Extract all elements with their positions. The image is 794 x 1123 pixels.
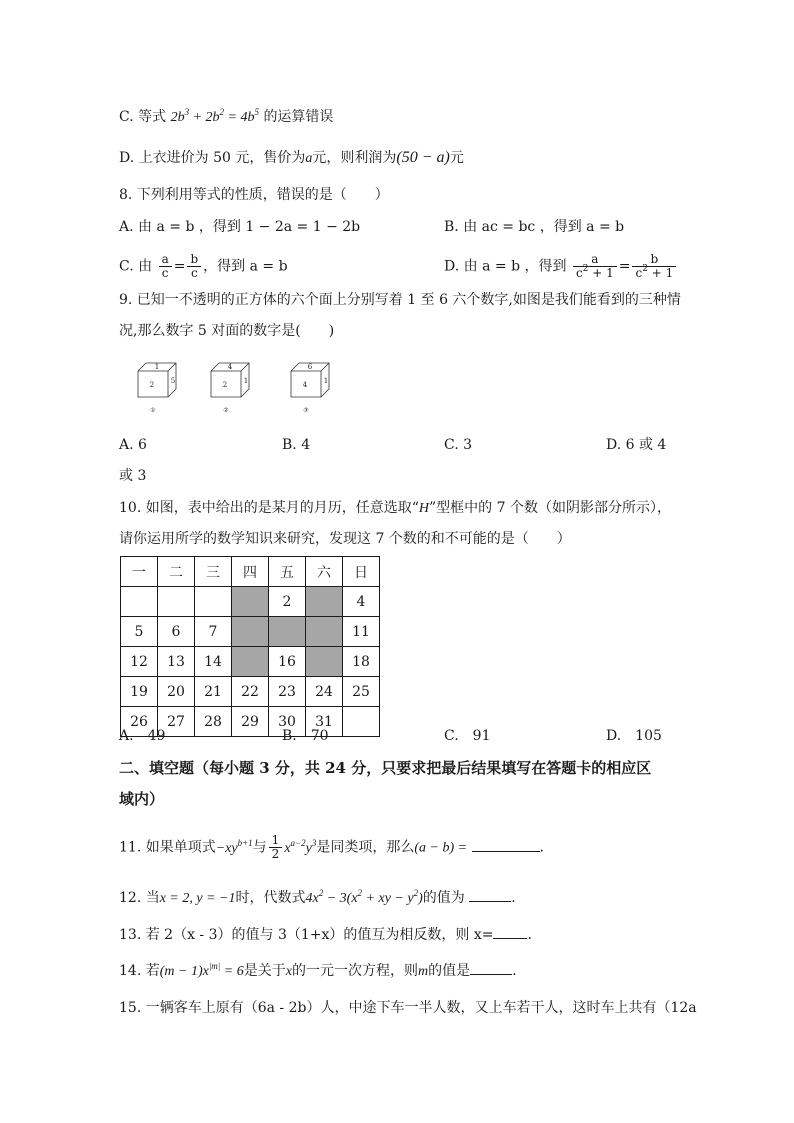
cube-2-caption: ② bbox=[223, 407, 229, 414]
q11-text: 与 bbox=[252, 839, 267, 856]
q8-option-c: C. 由 $\frac{a}{c}$ = $\frac{b}{c}$ ，得到 a = b bbox=[119, 252, 288, 280]
q10-stem-line1 bbox=[119, 498, 671, 519]
q10-option-c: C. 91 bbox=[444, 728, 491, 744]
option-label: C. bbox=[119, 109, 134, 125]
calendar-cell: 13 bbox=[158, 647, 195, 677]
math-expression: 1 − 2a = 1 − 2b bbox=[245, 219, 361, 235]
answer-blank[interactable] bbox=[472, 837, 540, 852]
calendar-cell bbox=[195, 587, 232, 617]
math-expression: $2b^3 + 2b^2 = 4b^5$ bbox=[170, 107, 259, 125]
calendar-row bbox=[121, 647, 380, 677]
option-label: D. bbox=[119, 150, 135, 166]
option-label: D. bbox=[444, 258, 460, 275]
fraction-b-over-c2plus1: $\frac{b}{c^2 + 1}$ bbox=[632, 253, 676, 280]
option-text: 等式 bbox=[138, 109, 167, 125]
calendar-cell: 6 bbox=[158, 617, 195, 647]
calendar-cell: 11 bbox=[343, 617, 380, 647]
math-monomial-2: $x^{a-2}y^3$ bbox=[284, 837, 317, 856]
calendar-cell-shaded bbox=[306, 617, 343, 647]
calendar-header-row bbox=[121, 557, 380, 587]
q9-stem-line1: 9. 已知一不透明的正方体的六个面上分别写着 1 至 6 六个数字,如图是我们能看到的三种情 bbox=[119, 292, 681, 308]
cube-3-caption: ③ bbox=[303, 407, 309, 414]
math-expression: $4x^2 - 3(x^2$ + xy − $y^2$) bbox=[305, 888, 423, 906]
calendar-cell: 16 bbox=[269, 647, 306, 677]
q10-text: 10. 如图，表中给出的是某月的月历，任意选取“ bbox=[119, 500, 419, 516]
calendar-cell: 28 bbox=[195, 707, 232, 737]
calendar-header: 五 bbox=[269, 557, 306, 587]
calendar-cell-shaded bbox=[306, 647, 343, 677]
q9-option-d-wrap: 或 3 bbox=[119, 468, 147, 484]
q13-text: 13. 若 2（x - 3）的值与 3（1+x）的值互为相反数，则 x= bbox=[119, 927, 494, 943]
q11 bbox=[119, 834, 544, 861]
fraction-one-half: $\frac{1}{2}$ bbox=[269, 834, 283, 861]
cube-2-front: 2 bbox=[222, 381, 228, 389]
q12: 12. 当x = 2, y = −1时，代数式$4x^2 - 3(x^2$ + xy − $y^2$)的值为 . bbox=[119, 888, 516, 906]
calendar-cell: 25 bbox=[343, 677, 380, 707]
option-text: ，得到 a = b bbox=[203, 258, 288, 275]
q13-text: . bbox=[527, 927, 532, 943]
q8-option-d: D. 由 a = b ，得到 $\frac{a}{c^2 + 1}$ = $\frac{b}{c^2 + 1}$ bbox=[444, 253, 678, 280]
q10-option-d: D. 105 bbox=[606, 728, 662, 744]
calendar-header: 三 bbox=[195, 557, 232, 587]
q9-option-b: B. 4 bbox=[282, 437, 311, 453]
cube-3 bbox=[291, 363, 329, 414]
cube-1 bbox=[138, 363, 176, 414]
math-expression: (50 − a) bbox=[396, 149, 450, 166]
q14-text: 的一元一次方程，则 bbox=[291, 963, 418, 979]
calendar-row bbox=[121, 617, 380, 647]
option-text: 由 bbox=[138, 258, 153, 275]
calendar-cell: 4 bbox=[343, 587, 380, 617]
answer-blank[interactable] bbox=[493, 924, 527, 939]
calendar-cell: 23 bbox=[269, 677, 306, 707]
q8-option-a bbox=[119, 217, 360, 237]
q10-h-letter: H bbox=[418, 501, 429, 516]
q14-text: 14. 若 bbox=[119, 963, 160, 979]
calendar-cell: 19 bbox=[121, 677, 158, 707]
calendar-cell: 18 bbox=[343, 647, 380, 677]
calendar-cell-shaded bbox=[306, 587, 343, 617]
calendar-cell: 22 bbox=[232, 677, 269, 707]
option-text: 元 bbox=[449, 150, 464, 166]
q10-option-b: B. 70 bbox=[282, 728, 329, 744]
q9-option-a: A. 6 bbox=[119, 437, 147, 453]
calendar-cell: 29 bbox=[232, 707, 269, 737]
calendar-header: 四 bbox=[232, 557, 269, 587]
calendar-cell-shaded bbox=[232, 617, 269, 647]
math-expression: $(m - 1)x^{|m|} = 6$ bbox=[159, 961, 244, 979]
q10-stem-line2: 请你运用所学的数学知识来研究，发现这 7 个数的和不可能的是（ ） bbox=[119, 531, 571, 547]
option-text: 上衣进价为 50 元，售价为 bbox=[138, 150, 306, 166]
cube-3-top: 6 bbox=[307, 363, 313, 371]
cube-3-side: 1 bbox=[323, 377, 329, 385]
calendar-cell: 12 bbox=[121, 647, 158, 677]
fraction-a-over-c: $\frac{a}{c}$ bbox=[159, 253, 172, 280]
calendar-cell bbox=[121, 587, 158, 617]
calendar-row bbox=[121, 677, 380, 707]
answer-blank[interactable] bbox=[470, 960, 512, 975]
option-text: 元，则利润为 bbox=[312, 150, 397, 166]
calendar-header: 一 bbox=[121, 557, 158, 587]
q13 bbox=[119, 924, 532, 945]
cubes-figure bbox=[134, 360, 344, 418]
option-label: C. bbox=[119, 258, 134, 275]
calendar-cell bbox=[343, 707, 380, 737]
q9-option-c: C. 3 bbox=[444, 437, 473, 453]
option-label: A. bbox=[119, 219, 134, 235]
section-heading-fill-in-wrap: 域内） bbox=[119, 790, 165, 808]
option-d-profit bbox=[119, 148, 464, 169]
calendar-cell bbox=[158, 587, 195, 617]
math-var: a bbox=[305, 151, 313, 166]
answer-blank[interactable] bbox=[469, 887, 511, 902]
q14-text: 是关于 bbox=[243, 963, 286, 979]
calendar-header: 六 bbox=[306, 557, 343, 587]
option-c-equation-error bbox=[119, 107, 333, 128]
calendar-cell: 31 bbox=[306, 707, 343, 737]
q14: 14. 若$(m - 1)x^{|m|} = 6$是关于x的一元一次方程，则m的值是 . bbox=[119, 961, 517, 979]
math-expression: (a − b) = bbox=[414, 840, 468, 856]
math-monomial-1: $-xy^{b+1}$ bbox=[215, 837, 253, 856]
q9-stem-line2: 况,那么数字 5 对面的数字是( ) bbox=[119, 323, 335, 339]
calendar-cell-shaded bbox=[269, 617, 306, 647]
math-condition: x = 2, y = −1 bbox=[159, 891, 236, 906]
q8-stem: 8. 下列利用等式的性质，错误的是（ ） bbox=[119, 187, 389, 203]
calendar-header: 二 bbox=[158, 557, 195, 587]
fraction-b-over-c: $\frac{b}{c}$ bbox=[187, 253, 201, 280]
option-text: 由 a = b ，得到 bbox=[138, 219, 241, 235]
calendar-cell: 20 bbox=[158, 677, 195, 707]
option-label: B. bbox=[444, 219, 459, 235]
q9-option-d: D. 6 或 4 bbox=[606, 437, 667, 453]
fraction-a-over-c2plus1: $\frac{a}{c^2 + 1}$ bbox=[573, 253, 617, 280]
calendar-cell-shaded bbox=[232, 587, 269, 617]
option-text: 的运算错误 bbox=[263, 109, 334, 125]
calendar-cell: 2 bbox=[269, 587, 306, 617]
q10-option-a: A. 49 bbox=[119, 728, 166, 744]
q11-text: 11. 如果单项式 bbox=[119, 839, 216, 856]
calendar-cell-shaded bbox=[232, 647, 269, 677]
q8-option-b bbox=[444, 217, 624, 237]
q11-text: 是同类项，那么 bbox=[316, 839, 415, 856]
q14-text: 的值是 bbox=[428, 963, 471, 979]
calendar-header: 日 bbox=[343, 557, 380, 587]
cube-2 bbox=[211, 363, 249, 414]
q15: 15. 一辆客车上原有（6a - 2b）人，中途下车一半人数，又上车若干人，这时车上共有（12a bbox=[119, 1000, 697, 1016]
calendar-cell: 24 bbox=[306, 677, 343, 707]
calendar-cell: 14 bbox=[195, 647, 232, 677]
cube-1-top: 1 bbox=[154, 363, 160, 371]
section-heading-fill-in: 二、填空题（每小题 3 分，共 24 分，只要求把最后结果填写在答题卡的相应区 bbox=[119, 759, 652, 777]
q12-text: 时，代数式 bbox=[235, 890, 306, 906]
calendar-cell: 27 bbox=[158, 707, 195, 737]
cube-2-top: 4 bbox=[227, 363, 233, 371]
math-var: x bbox=[285, 964, 292, 979]
cube-1-front: 2 bbox=[149, 381, 155, 389]
option-text: 由 a = b ，得到 bbox=[463, 258, 567, 275]
q11-text: . bbox=[539, 839, 544, 856]
calendar-cell: 21 bbox=[195, 677, 232, 707]
q12-text: 的值为 bbox=[422, 890, 465, 906]
cube-3-front: 4 bbox=[302, 381, 308, 389]
calendar-cell: 30 bbox=[269, 707, 306, 737]
calendar-table bbox=[120, 556, 380, 737]
q10-text: ”型框中的 7 个数（如阴影部分所示）， bbox=[429, 500, 671, 516]
calendar-row bbox=[121, 587, 380, 617]
math-var: m bbox=[417, 964, 429, 979]
calendar-cell: 7 bbox=[195, 617, 232, 647]
calendar-cell: 5 bbox=[121, 617, 158, 647]
cube-1-side: 5 bbox=[170, 377, 176, 385]
option-text: 由 ac = bc ，得到 a = b bbox=[463, 219, 625, 235]
cube-1-caption: ① bbox=[150, 407, 156, 414]
cube-2-side: 1 bbox=[243, 377, 249, 385]
q12-text: 12. 当 bbox=[119, 890, 160, 906]
calendar-cell: 26 bbox=[121, 707, 158, 737]
